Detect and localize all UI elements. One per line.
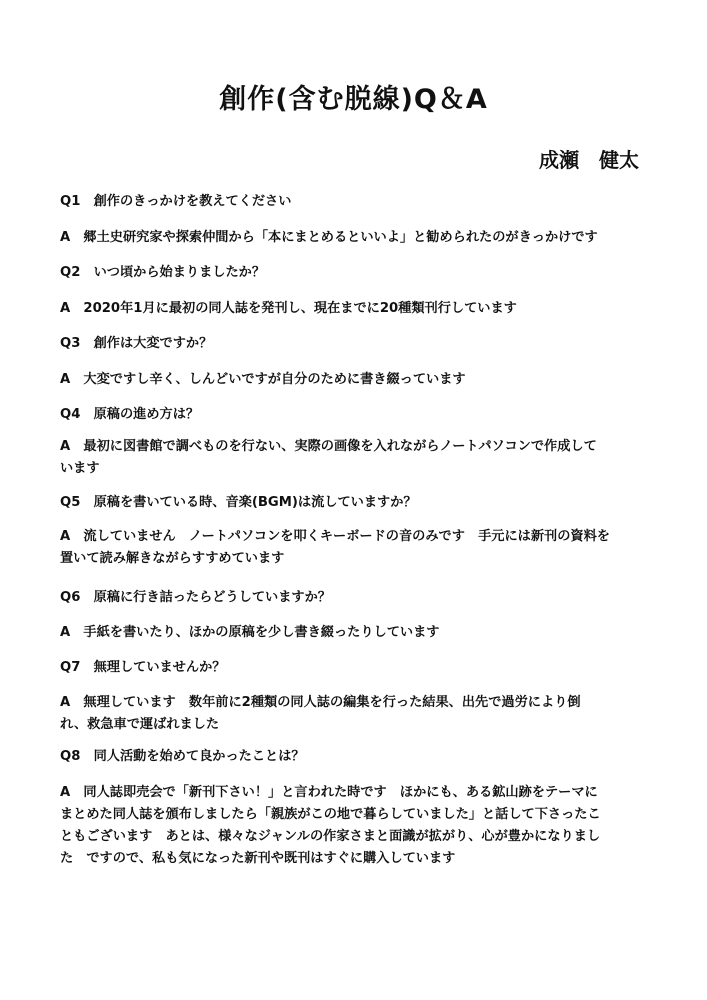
- answer-1: A 郷土史研究家や探索仲間から「本にまとめるといいよ」と勧められたのがきっかけです: [60, 230, 598, 245]
- answer-5: A 流していません ノートパソコンを叩くキーボードの音のみです 手元には新刊の資料を 置いて読み解きながらすすめています: [60, 529, 610, 566]
- question-2: Q2 いつ頃から始まりましたか？: [60, 265, 266, 280]
- question-3: Q3 創作は大変ですか？: [60, 336, 213, 351]
- answer-8: A 同人誌即売会で「新刊下さい！」と言われた時です ほかにも、ある鉱山跡をテーマに まとめた同人誌を頒布しましたら「親族がこの地で暮らしていました」と話して下さったこ ともございます あとは、様々なジャンルの作家さまと面識が拡がり、心が豊かになりまし た ですので、私も気になった新刊や既刊はすぐに購入しています: [60, 785, 601, 866]
- question-4: Q4 原稿の進め方は？: [60, 407, 200, 422]
- answer-2: A 2020年1月に最初の同人誌を発刊し、現在までに20種類刊行しています: [60, 301, 517, 316]
- answer-6: A 手紙を書いたり、ほかの原稿を少し書き綴ったりしています: [60, 625, 440, 640]
- answer-7: A 無理しています 数年前に2種類の同人誌の編集を行った結果、出先で過労により倒 れ、救急車で運ばれました: [60, 695, 581, 732]
- answer-4: A 最初に図書館で調べものを行ない、実際の画像を入れながらノートパソコンで作成して います: [60, 439, 597, 476]
- question-8: Q8 同人活動を始めて良かったことは？: [60, 749, 305, 764]
- question-5: Q5 原稿を書いている時、音楽(BGM)は流していますか？: [60, 495, 417, 510]
- document-title: 創作(含む脱線)Q＆A: [219, 84, 488, 115]
- answer-3: A 大変ですし辛く、しんどいですが自分のために書き綴っています: [60, 372, 466, 387]
- question-6: Q6 原稿に行き詰ったらどうしていますか？: [60, 590, 331, 605]
- question-7: Q7 無理していませんか？: [60, 660, 226, 675]
- question-1: Q1 創作のきっかけを教えてください: [60, 194, 292, 209]
- author-name: 成瀬 健太: [539, 148, 639, 172]
